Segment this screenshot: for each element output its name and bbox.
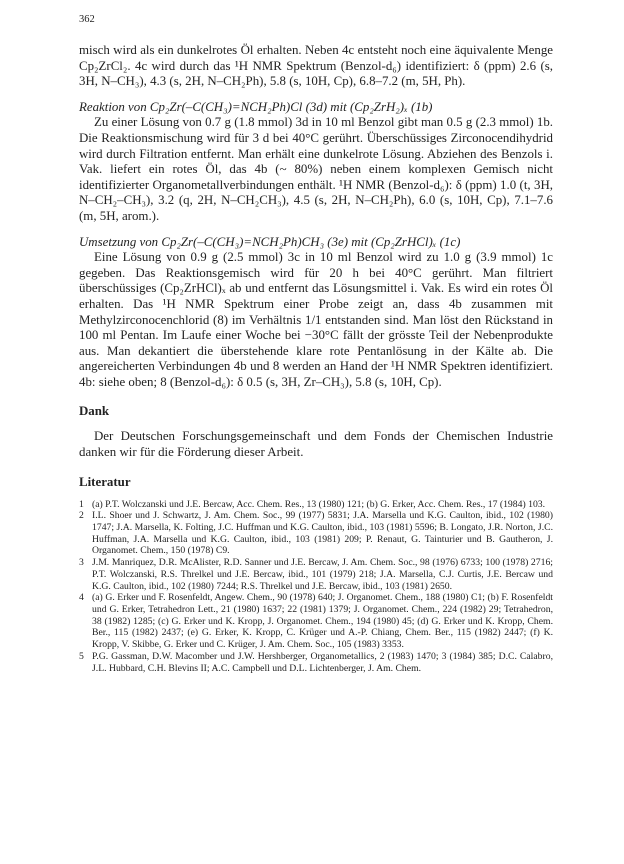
reference-item: [79, 592, 553, 651]
reference-item: [79, 510, 553, 557]
reference-number: 1: [79, 498, 84, 510]
literatur-heading: Literatur: [79, 474, 131, 489]
paragraph-reaktion: Zu einer Lösung von 0.7 g (1.8 mmol) 3d in 10 ml Benzol gibt man 0.5 g (2.3 mmol) 1b. Die Reaktionsmischung wird für 3 d bei 40°C gerührt. Überschüssiges Zirconocendihydrid wird durch Filtration entfernt. Man erhält eine dunkelrote Lösung. Abziehen des Benzols i. Vak. liefert ein rotes Öl, das 4b (~ 80%) neben einem komplexen Gemisch nicht identifizierter Organometallverbindungen enthält. ¹H NMR (Benzol-d₆): δ (ppm) 1.0 (t, 3H, N–CH₂–CH₃), 3.2 (q, 2H, N–CH₂CH₃), 4.5 (s, 2H, N–CH₂Ph), 6.0 (s, 10H, Cp), 7.1–7.6 (m, 5H, arom.).: [79, 115, 553, 223]
reference-item: [79, 651, 553, 674]
reference-number: 5: [79, 650, 84, 662]
section-heading-umsetzung: Umsetzung von Cp₂Zr(–C(CH₃)=NCH₂Ph)CH₃ (3e) mit (Cp₂ZrHCl)ₓ (1c): [79, 234, 461, 249]
reference-number: 2: [79, 510, 84, 522]
reference-number: 3: [79, 557, 84, 569]
reference-text: P.G. Gassman, D.W. Macomber und J.W. Hershberger, Organometallics, 2 (1983) 1470; 3 (1984) 385; D.C. Calabro, J.L. Hubbard, C.H. Blevins II; A.C. Campbell und D.L. Lichtenberger, J. Am. Chem.: [92, 650, 553, 674]
reference-text: (a) G. Erker und F. Rosenfeldt, Angew. Chem., 90 (1978) 640; J. Organomet. Chem., 188 (1980) C1; (b) F. Rosenfeldt und G. Erker, Tetrahedron Lett., 21 (1980) 1637; 22 (1981) 1379; J. Organomet. Chem., 224 (1982) 29; Tetrahedron, 38 (1982) 1285; (c) G. Erker und K. Kropp, J. Organomet. Chem., 194 (1980) 45; (d) G. Erker und K. Kropp, Chem. Ber., 115 (1982) 2437; (e) G. Erker, K. Kropp, C. Krüger und A.-P. Chiang, Chem. Ber., 115 (1982) 2447; (f) K. Kropp, V. Skibbe, G. Erker und C. Krüger, J. Am. Chem. Soc., 105 (1983) 3353.: [92, 592, 553, 651]
reference-text: I.L. Shoer und J. Schwartz, J. Am. Chem. Soc., 99 (1977) 5831; J.A. Marsella und K.G. Caulton, ibid., 102 (1980) 1747; J.A. Marsella, K. Folting, J.C. Huffman und K.G. Caulton, ibid., 103 (1981) 5596; B. Longato, J.R. Norton, J.C. Huffman, J.A. Marsella und K.G. Caulton, ibid., 103 (1981) 209; P. Renaut, G. Tainturier und B. Gautheron, J. Organomet. Chem., 150 (1978) C9.: [92, 510, 553, 557]
paragraph-continued: misch wird als ein dunkelrotes Öl erhalten. Neben 4c entsteht noch eine äquivalente Menge Cp₂ZrCl₂. 4c wird durch das ¹H NMR Spektrum (Benzol-d₆) identifiziert: δ (ppm) 2.6 (s, 3H, N–CH₃), 4.3 (s, 2H, N–CH₂Ph), 5.8 (s, 10H, Cp), 6.8–7.2 (m, 5H, Ph).: [79, 43, 553, 89]
section-heading-reaktion: Reaktion von Cp₂Zr(–C(CH₃)=NCH₂Ph)Cl (3d) mit (Cp₂ZrH₂)ₓ (1b): [79, 99, 433, 114]
reference-text: J.M. Manriquez, D.R. McAlister, R.D. Sanner und J.E. Bercaw, J. Am. Chem. Soc., 98 (1976) 6733; 100 (1978) 2716; P.T. Wolczanski, R.S. Threlkel und J.E. Bercaw, ibid., 101 (1979) 218; J.A. Marsella, C.J. Curtis, J.E. Bercaw und K.G. Caulton, ibid., 102 (1980) 7244; R.S. Threlkel und J.E. Bercaw, ibid., 103 (1981) 2650.: [92, 557, 553, 592]
dank-heading: Dank: [79, 404, 110, 419]
reference-list: [79, 499, 553, 675]
reference-item: [79, 499, 553, 511]
document-page: [79, 14, 553, 674]
dank-paragraph: Der Deutschen Forschungsgemeinschaft und dem Fonds der Chemischen Industrie danken wir für die Förderung dieser Arbeit.: [79, 429, 553, 460]
reference-text: (a) P.T. Wolczanski und J.E. Bercaw, Acc. Chem. Res., 13 (1980) 121; (b) G. Erker, Acc. Chem. Res., 17 (1984) 103.: [92, 498, 546, 510]
reference-item: [79, 557, 553, 592]
page-number: 362: [79, 14, 95, 25]
paragraph-umsetzung: Eine Lösung von 0.9 g (2.5 mmol) 3c in 10 ml Benzol wird zu 1.0 g (3.9 mmol) 1c gegeben. Das Reaktionsgemisch wird für 20 h bei 40°C gerührt. Man filtriert überschüssiges (Cp₂ZrHCl)ₓ ab und entfernt das Lösungsmittel i. Vak. Es wird ein rotes Öl erhalten. Das ¹H NMR Spektrum einer Probe zeigt an, dass 4b zusammen mit Methylzirconocenchlorid (8) im Verhältnis 1/1 entstanden sind. Man löst den Rückstand in 100 ml Pentan. Im Laufe einer Woche bei −30°C fällt der grösste Teil der Nebenprodukte aus. Man dekantiert die überstehende klare rote Pentanlösung in der Kälte ab. Die angereicherten Verbindungen 4b und 8 werden an Hand der ¹H NMR Spektren identifiziert. 4b: siehe oben; 8 (Benzol-d₆): δ 0.5 (s, 3H, Zr–CH₃), 5.8 (s, 10H, Cp).: [79, 250, 553, 389]
reference-number: 4: [79, 592, 84, 604]
